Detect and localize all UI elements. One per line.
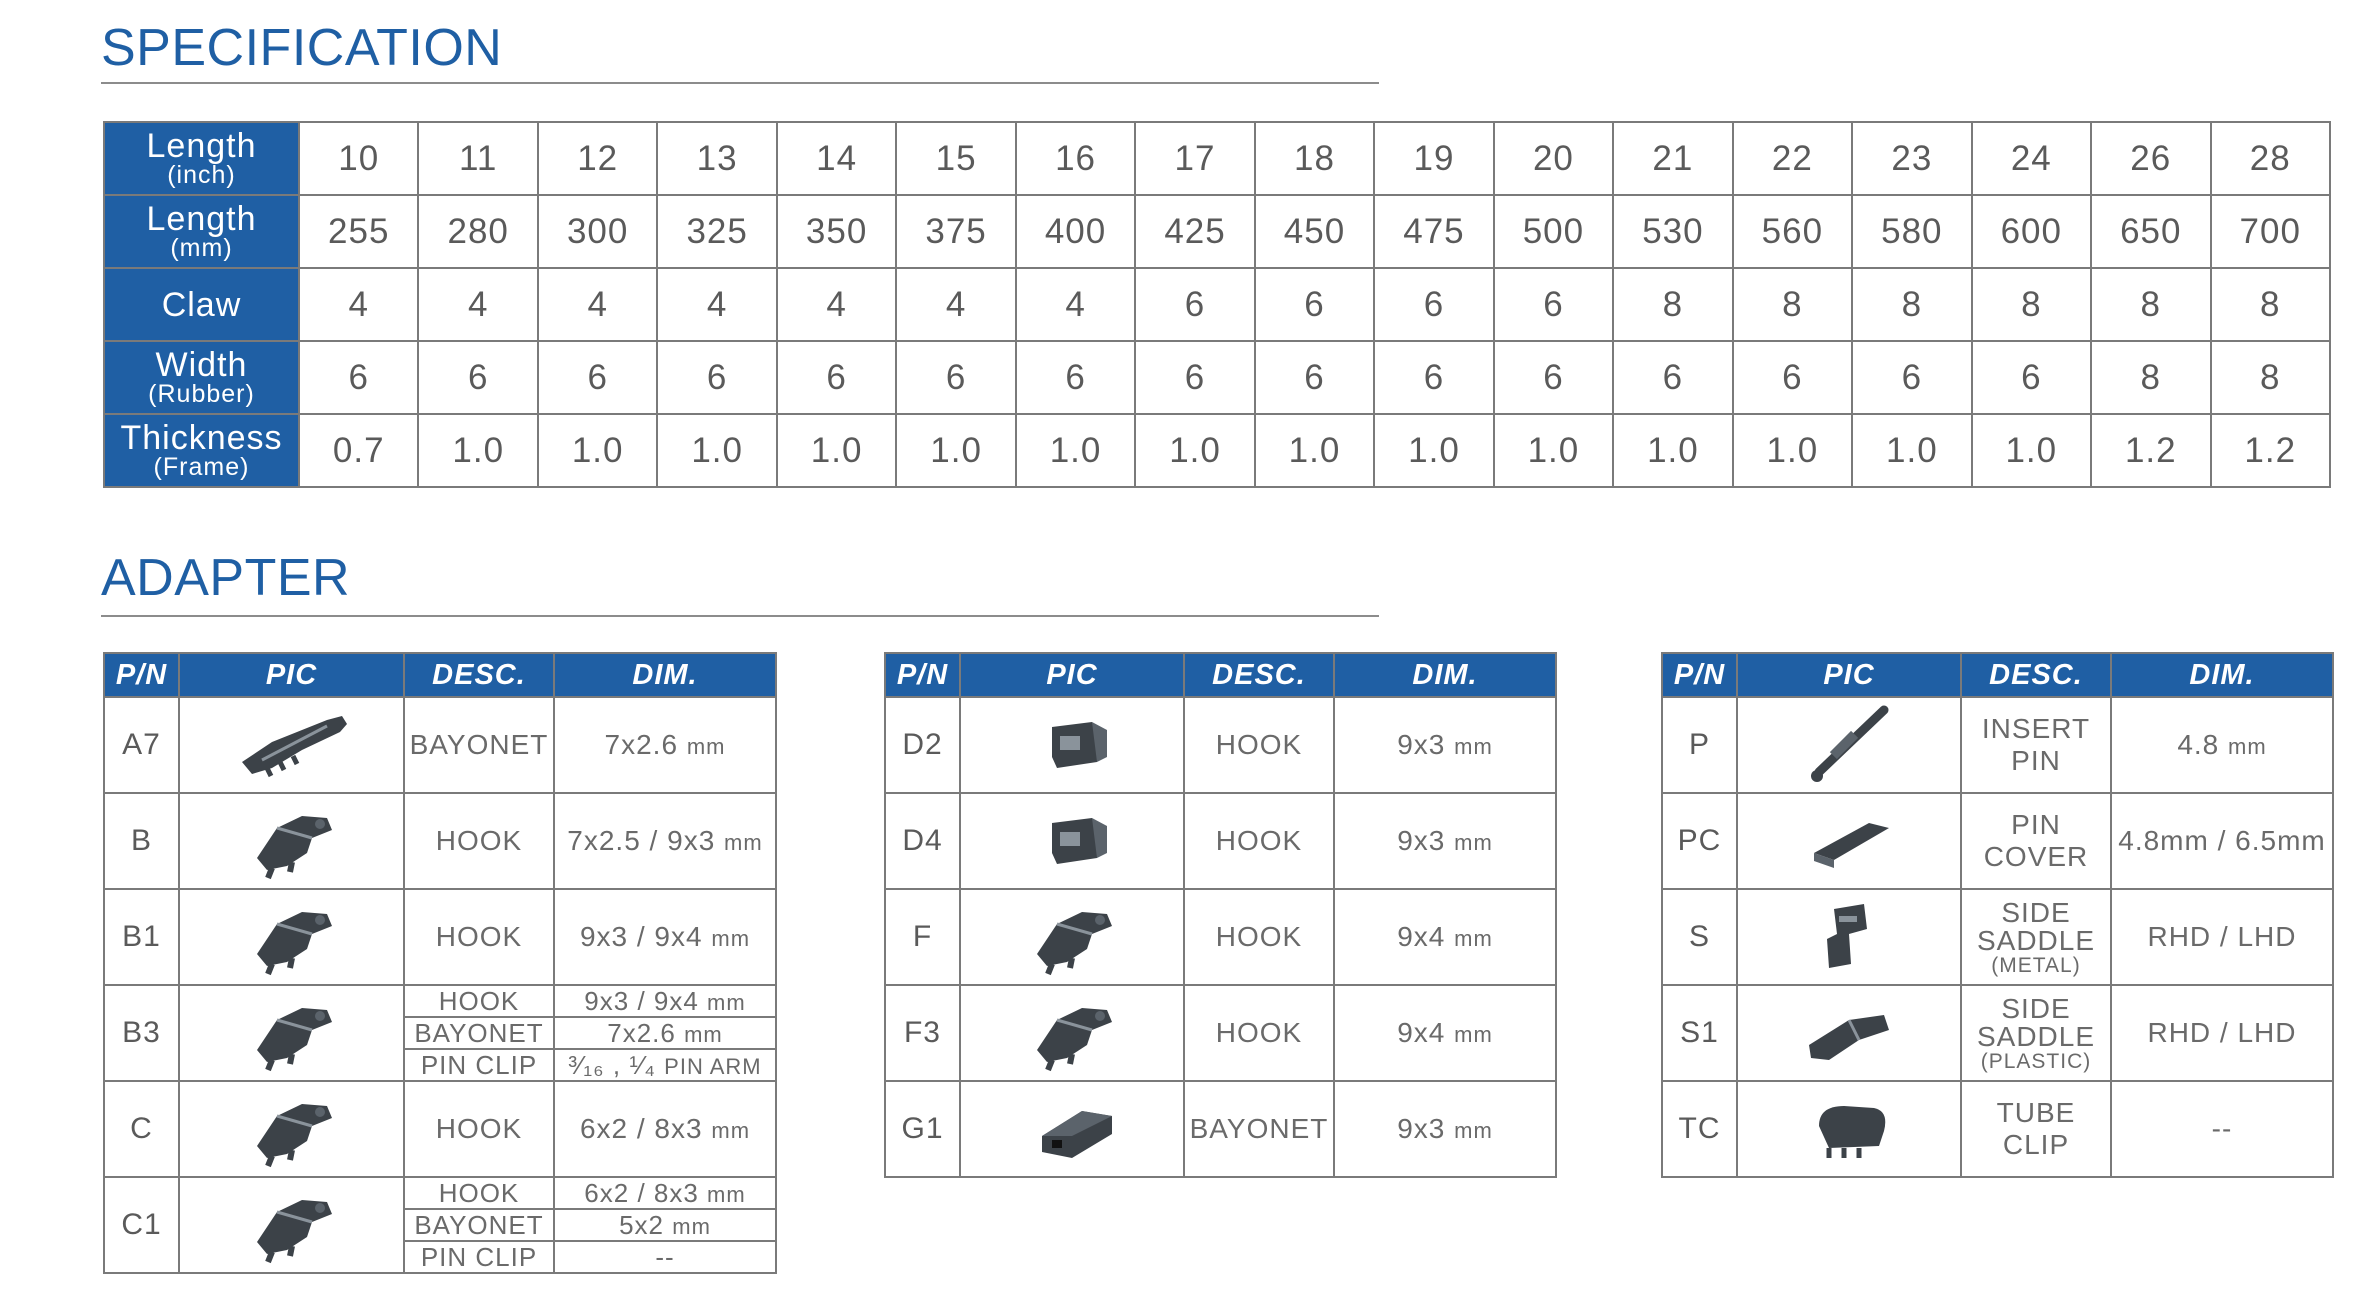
spec-row-sublabel: (mm) bbox=[170, 234, 233, 262]
spec-cell: 6 bbox=[1255, 341, 1374, 414]
dim-unit: mm bbox=[1454, 1118, 1493, 1143]
spec-cell: 22 bbox=[1733, 122, 1852, 195]
spec-row bbox=[104, 195, 2330, 268]
dim-value: 7x2.5 / 9x3 bbox=[567, 825, 716, 856]
d4-adapter-icon bbox=[961, 798, 1183, 884]
dim-unit: mm bbox=[686, 734, 726, 759]
spec-row bbox=[104, 268, 2330, 341]
spec-cell: 1.0 bbox=[538, 414, 657, 487]
desc-cell bbox=[1184, 889, 1334, 985]
adapter-rule bbox=[101, 615, 1379, 617]
dim-unit: mm bbox=[672, 1214, 711, 1239]
adapter-row bbox=[1662, 793, 2333, 889]
part-number: C bbox=[104, 1081, 179, 1177]
part-number: D2 bbox=[885, 697, 960, 793]
adapter-row bbox=[104, 985, 776, 1017]
dim-unit: mm bbox=[711, 1118, 751, 1143]
spec-cell: 580 bbox=[1852, 195, 1971, 268]
adapter-header-desc: DESC. bbox=[1961, 653, 2111, 697]
dim-value: -- bbox=[2211, 1113, 2233, 1144]
p-insert-pin-icon bbox=[1738, 702, 1960, 788]
desc-cell: BAYONET bbox=[404, 1017, 554, 1049]
desc-cell: HOOK bbox=[404, 889, 554, 985]
adapter-header-pic: PIC bbox=[179, 653, 404, 697]
dim-cell bbox=[2111, 1081, 2333, 1177]
pic-cell bbox=[179, 1081, 404, 1177]
part-number: S1 bbox=[1662, 985, 1737, 1081]
dim-cell bbox=[554, 1081, 776, 1177]
spec-cell: 8 bbox=[1972, 268, 2091, 341]
desc-cell: PIN CLIP bbox=[404, 1049, 554, 1081]
desc-text: HOOK bbox=[1215, 825, 1303, 856]
adapter-row bbox=[104, 697, 776, 793]
spec-row-header bbox=[104, 122, 299, 195]
spec-cell: 4 bbox=[896, 268, 1015, 341]
desc-subtext: (METAL) bbox=[1991, 953, 2081, 977]
dim-value: 9x3 bbox=[1397, 729, 1446, 760]
adapter-title: ADAPTER bbox=[101, 549, 351, 607]
adapter-row bbox=[104, 1081, 776, 1177]
dim-value: 6x2 / 8x3 bbox=[584, 1178, 699, 1208]
spec-cell: 1.0 bbox=[1135, 414, 1254, 487]
dim-cell bbox=[1334, 697, 1556, 793]
adapter-row bbox=[885, 1081, 1556, 1177]
desc-cell bbox=[1961, 985, 2111, 1081]
dim-value: -- bbox=[655, 1242, 675, 1272]
spec-cell: 1.0 bbox=[1972, 414, 2091, 487]
dim-unit: mm bbox=[1454, 734, 1493, 759]
dim-cell bbox=[1334, 985, 1556, 1081]
spec-cell: 4 bbox=[777, 268, 896, 341]
dim-cell bbox=[554, 1049, 776, 1081]
dim-unit: mm bbox=[707, 990, 746, 1015]
pic-cell bbox=[960, 985, 1184, 1081]
dim-value: 4.8 bbox=[2177, 729, 2220, 760]
pic-cell bbox=[960, 1081, 1184, 1177]
pic-cell bbox=[960, 889, 1184, 985]
spec-cell: 560 bbox=[1733, 195, 1852, 268]
spec-cell: 1.0 bbox=[1613, 414, 1732, 487]
spec-cell: 6 bbox=[1374, 268, 1493, 341]
desc-cell bbox=[1961, 889, 2111, 985]
adapter-row bbox=[1662, 985, 2333, 1081]
dim-value: RHD / LHD bbox=[2147, 921, 2297, 952]
f3-adapter-icon bbox=[961, 990, 1183, 1076]
part-number: A7 bbox=[104, 697, 179, 793]
spec-cell: 4 bbox=[1016, 268, 1135, 341]
spec-cell: 8 bbox=[1613, 268, 1732, 341]
adapter-header-pn: P/N bbox=[1662, 653, 1737, 697]
spec-cell: 1.0 bbox=[1733, 414, 1852, 487]
dim-cell bbox=[554, 1177, 776, 1209]
dim-cell bbox=[554, 1209, 776, 1241]
dim-cell bbox=[1334, 889, 1556, 985]
spec-cell: 21 bbox=[1613, 122, 1732, 195]
part-number: B bbox=[104, 793, 179, 889]
spec-cell: 10 bbox=[299, 122, 418, 195]
desc-cell: BAYONET bbox=[404, 697, 554, 793]
dim-value: 9x3 / 9x4 bbox=[579, 921, 703, 952]
spec-cell: 1.0 bbox=[1255, 414, 1374, 487]
pic-cell bbox=[960, 793, 1184, 889]
dim-cell bbox=[554, 793, 776, 889]
spec-row-header bbox=[104, 195, 299, 268]
spec-row-label: Length bbox=[146, 127, 257, 165]
desc-cell bbox=[1184, 793, 1334, 889]
spec-cell: 8 bbox=[1733, 268, 1852, 341]
spec-cell: 6 bbox=[777, 341, 896, 414]
spec-cell: 6 bbox=[538, 341, 657, 414]
pic-cell bbox=[179, 889, 404, 985]
adapter-row bbox=[885, 889, 1556, 985]
dim-cell bbox=[2111, 889, 2333, 985]
adapter-row bbox=[1662, 697, 2333, 793]
spec-cell: 280 bbox=[418, 195, 537, 268]
pic-cell bbox=[179, 793, 404, 889]
spec-row-label: Length bbox=[146, 200, 257, 238]
dim-cell bbox=[554, 889, 776, 985]
dim-unit: mm bbox=[1454, 1022, 1493, 1047]
spec-cell: 600 bbox=[1972, 195, 2091, 268]
spec-cell: 18 bbox=[1255, 122, 1374, 195]
spec-row-header bbox=[104, 414, 299, 487]
s1-side-saddle-icon bbox=[1738, 990, 1960, 1076]
desc-cell: HOOK bbox=[404, 985, 554, 1017]
dim-cell bbox=[554, 1241, 776, 1273]
dim-value: 6x2 / 8x3 bbox=[579, 1113, 703, 1144]
part-number: TC bbox=[1662, 1081, 1737, 1177]
dim-value: 9x4 bbox=[1397, 921, 1446, 952]
pic-cell bbox=[960, 697, 1184, 793]
desc-cell bbox=[1961, 697, 2111, 793]
spec-cell: 17 bbox=[1135, 122, 1254, 195]
dim-cell bbox=[1334, 793, 1556, 889]
dim-unit: mm bbox=[1454, 926, 1493, 951]
desc-text: SIDE SADDLE bbox=[1976, 992, 2096, 1052]
dim-value: ³⁄₁₆ , ¹⁄₄ bbox=[568, 1050, 656, 1080]
spec-row-label: Thickness bbox=[120, 419, 283, 457]
pic-cell bbox=[179, 1177, 404, 1273]
spec-cell: 1.0 bbox=[657, 414, 776, 487]
desc-text: HOOK bbox=[1215, 1017, 1303, 1048]
dim-unit: mm bbox=[1454, 830, 1493, 855]
spec-cell: 8 bbox=[2211, 268, 2331, 341]
spec-cell: 6 bbox=[418, 341, 537, 414]
part-number: G1 bbox=[885, 1081, 960, 1177]
dim-value: 5x2 bbox=[619, 1210, 665, 1240]
dim-unit: mm bbox=[711, 926, 751, 951]
adapter-header-dim: DIM. bbox=[1334, 653, 1556, 697]
spec-cell: 4 bbox=[299, 268, 418, 341]
spec-cell: 1.2 bbox=[2211, 414, 2331, 487]
pic-cell bbox=[1737, 697, 1961, 793]
spec-cell: 475 bbox=[1374, 195, 1493, 268]
adapter-row bbox=[104, 889, 776, 985]
adapter-row bbox=[885, 697, 1556, 793]
spec-cell: 6 bbox=[896, 341, 1015, 414]
desc-cell: PIN CLIP bbox=[404, 1241, 554, 1273]
pic-cell bbox=[1737, 1081, 1961, 1177]
spec-cell: 24 bbox=[1972, 122, 2091, 195]
c1-adapter-icon bbox=[180, 1182, 403, 1268]
desc-cell bbox=[1184, 985, 1334, 1081]
spec-cell: 1.2 bbox=[2091, 414, 2210, 487]
spec-cell: 6 bbox=[1135, 341, 1254, 414]
part-number: F bbox=[885, 889, 960, 985]
dim-value: 9x3 bbox=[1397, 825, 1446, 856]
desc-text: INSERT PIN bbox=[1981, 713, 2091, 776]
specification-table bbox=[103, 121, 2331, 488]
adapter-table-3 bbox=[1661, 652, 2334, 1178]
part-number: B3 bbox=[104, 985, 179, 1081]
spec-cell: 6 bbox=[1852, 341, 1971, 414]
dim-cell bbox=[2111, 985, 2333, 1081]
part-number: P bbox=[1662, 697, 1737, 793]
spec-cell: 20 bbox=[1494, 122, 1613, 195]
spec-cell: 6 bbox=[1135, 268, 1254, 341]
pc-pin-cover-icon bbox=[1738, 798, 1960, 884]
a7-adapter-icon bbox=[180, 702, 403, 788]
spec-cell: 1.0 bbox=[1016, 414, 1135, 487]
adapter-header-dim: DIM. bbox=[554, 653, 776, 697]
spec-cell: 350 bbox=[777, 195, 896, 268]
dim-value: 9x4 bbox=[1397, 1017, 1446, 1048]
adapter-row bbox=[885, 985, 1556, 1081]
adapter-table-1 bbox=[103, 652, 777, 1274]
adapter-row bbox=[1662, 1081, 2333, 1177]
spec-cell: 325 bbox=[657, 195, 776, 268]
spec-cell: 14 bbox=[777, 122, 896, 195]
spec-cell: 6 bbox=[1494, 268, 1613, 341]
adapter-table-2 bbox=[884, 652, 1557, 1178]
desc-cell bbox=[1184, 1081, 1334, 1177]
spec-row-header bbox=[104, 341, 299, 414]
b1-adapter-icon bbox=[180, 894, 403, 980]
spec-cell: 6 bbox=[1494, 341, 1613, 414]
spec-cell: 500 bbox=[1494, 195, 1613, 268]
spec-cell: 12 bbox=[538, 122, 657, 195]
pic-cell bbox=[1737, 985, 1961, 1081]
spec-cell: 1.0 bbox=[1374, 414, 1493, 487]
spec-cell: 6 bbox=[1374, 341, 1493, 414]
spec-row bbox=[104, 122, 2330, 195]
adapter-row bbox=[104, 1177, 776, 1209]
spec-row-sublabel: (Rubber) bbox=[148, 380, 255, 408]
part-number: C1 bbox=[104, 1177, 179, 1273]
desc-text: BAYONET bbox=[1189, 1113, 1329, 1144]
desc-text: TUBE CLIP bbox=[1996, 1097, 2076, 1160]
spec-cell: 450 bbox=[1255, 195, 1374, 268]
spec-row bbox=[104, 341, 2330, 414]
spec-cell: 11 bbox=[418, 122, 537, 195]
spec-row-header bbox=[104, 268, 299, 341]
part-number: S bbox=[1662, 889, 1737, 985]
spec-row-sublabel: (Frame) bbox=[153, 453, 250, 481]
specification-rule bbox=[101, 82, 1379, 84]
pic-cell bbox=[1737, 793, 1961, 889]
desc-cell: HOOK bbox=[404, 1081, 554, 1177]
spec-row-label: Width bbox=[155, 346, 248, 384]
spec-cell: 28 bbox=[2211, 122, 2331, 195]
part-number: PC bbox=[1662, 793, 1737, 889]
spec-cell: 530 bbox=[1613, 195, 1732, 268]
g1-adapter-icon bbox=[961, 1086, 1183, 1172]
dim-value: 7x2.6 bbox=[607, 1018, 676, 1048]
desc-text: HOOK bbox=[1215, 921, 1303, 952]
adapter-header-desc: DESC. bbox=[1184, 653, 1334, 697]
spec-row-sublabel: (inch) bbox=[167, 161, 236, 189]
f-adapter-icon bbox=[961, 894, 1183, 980]
spec-cell: 4 bbox=[418, 268, 537, 341]
part-number: F3 bbox=[885, 985, 960, 1081]
d2-adapter-icon bbox=[961, 702, 1183, 788]
c-adapter-icon bbox=[180, 1086, 403, 1172]
spec-cell: 0.7 bbox=[299, 414, 418, 487]
dim-value: 9x3 / 9x4 bbox=[584, 986, 699, 1016]
spec-cell: 8 bbox=[2091, 268, 2210, 341]
spec-cell: 425 bbox=[1135, 195, 1254, 268]
specification-title: SPECIFICATION bbox=[101, 19, 503, 77]
spec-cell: 400 bbox=[1016, 195, 1135, 268]
b3-adapter-icon bbox=[180, 990, 403, 1076]
spec-cell: 26 bbox=[2091, 122, 2210, 195]
spec-cell: 4 bbox=[538, 268, 657, 341]
adapter-header-pn: P/N bbox=[885, 653, 960, 697]
dim-cell bbox=[554, 1017, 776, 1049]
spec-cell: 650 bbox=[2091, 195, 2210, 268]
desc-subtext: (PLASTIC) bbox=[1980, 1049, 2092, 1073]
spec-cell: 6 bbox=[1016, 341, 1135, 414]
s-side-saddle-icon bbox=[1738, 894, 1960, 980]
spec-cell: 300 bbox=[538, 195, 657, 268]
dim-cell bbox=[554, 985, 776, 1017]
spec-cell: 19 bbox=[1374, 122, 1493, 195]
adapter-row bbox=[885, 793, 1556, 889]
spec-cell: 23 bbox=[1852, 122, 1971, 195]
spec-cell: 6 bbox=[1733, 341, 1852, 414]
spec-cell: 16 bbox=[1016, 122, 1135, 195]
desc-text: SIDE SADDLE bbox=[1976, 896, 2096, 956]
spec-cell: 700 bbox=[2211, 195, 2331, 268]
part-number: B1 bbox=[104, 889, 179, 985]
spec-cell: 375 bbox=[896, 195, 1015, 268]
adapter-header-pic: PIC bbox=[960, 653, 1184, 697]
desc-cell bbox=[1184, 697, 1334, 793]
pic-cell bbox=[179, 985, 404, 1081]
spec-cell: 1.0 bbox=[418, 414, 537, 487]
spec-cell: 6 bbox=[1613, 341, 1732, 414]
dim-unit: mm bbox=[2228, 734, 2267, 759]
desc-cell bbox=[1961, 793, 2111, 889]
spec-cell: 1.0 bbox=[1852, 414, 1971, 487]
dim-unit: mm bbox=[724, 830, 763, 855]
desc-cell: HOOK bbox=[404, 793, 554, 889]
adapter-row bbox=[104, 793, 776, 889]
desc-cell: BAYONET bbox=[404, 1209, 554, 1241]
spec-cell: 4 bbox=[657, 268, 776, 341]
dim-cell bbox=[2111, 697, 2333, 793]
pic-cell bbox=[179, 697, 404, 793]
adapter-header-desc: DESC. bbox=[404, 653, 554, 697]
desc-text: HOOK bbox=[1215, 729, 1303, 760]
spec-cell: 8 bbox=[2091, 341, 2210, 414]
part-number: D4 bbox=[885, 793, 960, 889]
dim-cell bbox=[2111, 793, 2333, 889]
spec-cell: 6 bbox=[1255, 268, 1374, 341]
spec-cell: 1.0 bbox=[777, 414, 896, 487]
spec-cell: 8 bbox=[2211, 341, 2331, 414]
dim-unit: mm bbox=[707, 1182, 746, 1207]
adapter-header-pic: PIC bbox=[1737, 653, 1961, 697]
dim-cell bbox=[554, 697, 776, 793]
spec-cell: 255 bbox=[299, 195, 418, 268]
adapter-header-pn: P/N bbox=[104, 653, 179, 697]
adapter-row bbox=[1662, 889, 2333, 985]
spec-cell: 6 bbox=[657, 341, 776, 414]
tc-tube-clip-icon bbox=[1738, 1086, 1960, 1172]
dim-unit: PIN ARM bbox=[664, 1054, 762, 1079]
dim-value: 4.8mm / 6.5mm bbox=[2118, 825, 2326, 856]
dim-value: 9x3 bbox=[1397, 1113, 1446, 1144]
spec-cell: 1.0 bbox=[1494, 414, 1613, 487]
spec-row bbox=[104, 414, 2330, 487]
spec-cell: 15 bbox=[896, 122, 1015, 195]
spec-cell: 1.0 bbox=[896, 414, 1015, 487]
spec-cell: 13 bbox=[657, 122, 776, 195]
desc-cell: HOOK bbox=[404, 1177, 554, 1209]
spec-cell: 6 bbox=[299, 341, 418, 414]
spec-cell: 6 bbox=[1972, 341, 2091, 414]
adapter-header-dim: DIM. bbox=[2111, 653, 2333, 697]
spec-row-label: Claw bbox=[161, 285, 242, 324]
dim-unit: mm bbox=[684, 1022, 723, 1047]
b-adapter-icon bbox=[180, 798, 403, 884]
spec-cell: 8 bbox=[1852, 268, 1971, 341]
desc-text: PIN COVER bbox=[1983, 809, 2089, 872]
pic-cell bbox=[1737, 889, 1961, 985]
dim-value: RHD / LHD bbox=[2147, 1017, 2297, 1048]
dim-cell bbox=[1334, 1081, 1556, 1177]
dim-value: 7x2.6 bbox=[604, 729, 679, 760]
desc-cell bbox=[1961, 1081, 2111, 1177]
